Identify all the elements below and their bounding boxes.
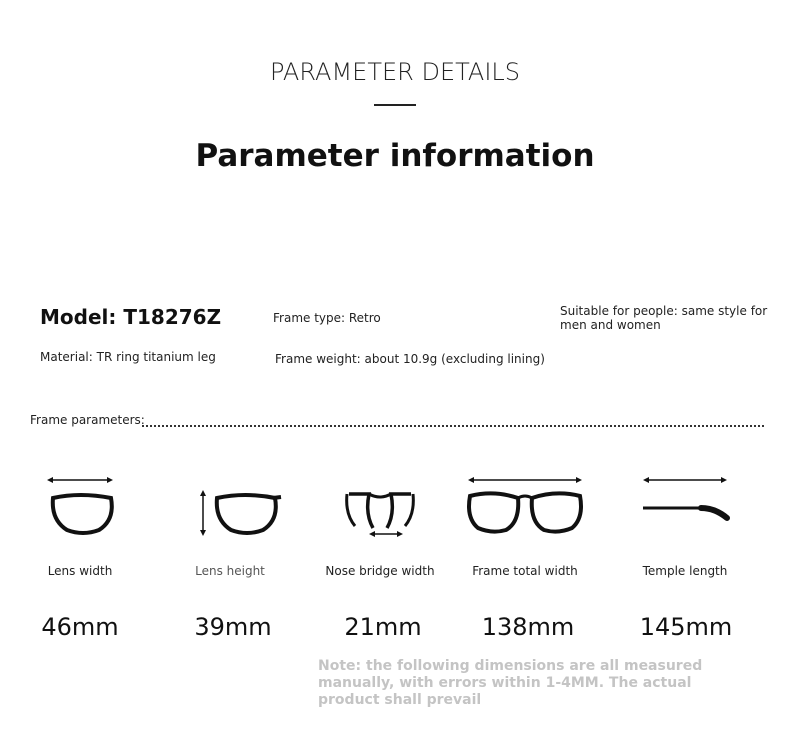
nose-bridge-icon — [305, 470, 455, 540]
param-label-temple-length: Temple length — [642, 564, 728, 578]
frame-parameters-label: Frame parameters: — [30, 413, 145, 427]
lens-height-icon — [160, 470, 310, 540]
suitable-for: Suitable for people: same style for men and women — [560, 304, 768, 332]
param-value-nose-bridge: 21mm — [344, 613, 422, 641]
measurement-note: Note: the following dimensions are all measured manually, with errors within 1-4MM. The actual product shall prevail — [318, 658, 703, 708]
param-value-lens-height: 39mm — [194, 613, 272, 641]
heading-divider — [374, 104, 416, 106]
param-label-nose-bridge: Nose bridge width — [325, 564, 435, 578]
page-title: Parameter information — [195, 138, 595, 174]
section-heading-en: PARAMETER DETAILS — [269, 58, 521, 86]
material: Material: TR ring titanium leg — [40, 350, 216, 364]
lens-width-icon — [5, 470, 155, 540]
frame-type: Frame type: Retro — [273, 311, 381, 325]
param-value-lens-width: 46mm — [41, 613, 119, 641]
model-number: Model: T18276Z — [40, 305, 222, 329]
temple-length-icon — [610, 470, 760, 540]
param-value-frame-width: 138mm — [481, 613, 575, 641]
frame-weight: Frame weight: about 10.9g (excluding lining) — [275, 352, 545, 366]
param-label-frame-width: Frame total width — [472, 564, 578, 578]
param-label-lens-height: Lens height — [195, 564, 265, 578]
dotted-divider — [142, 425, 764, 427]
param-label-lens-width: Lens width — [47, 564, 113, 578]
param-value-temple-length: 145mm — [639, 613, 733, 641]
frame-width-icon — [450, 470, 600, 540]
